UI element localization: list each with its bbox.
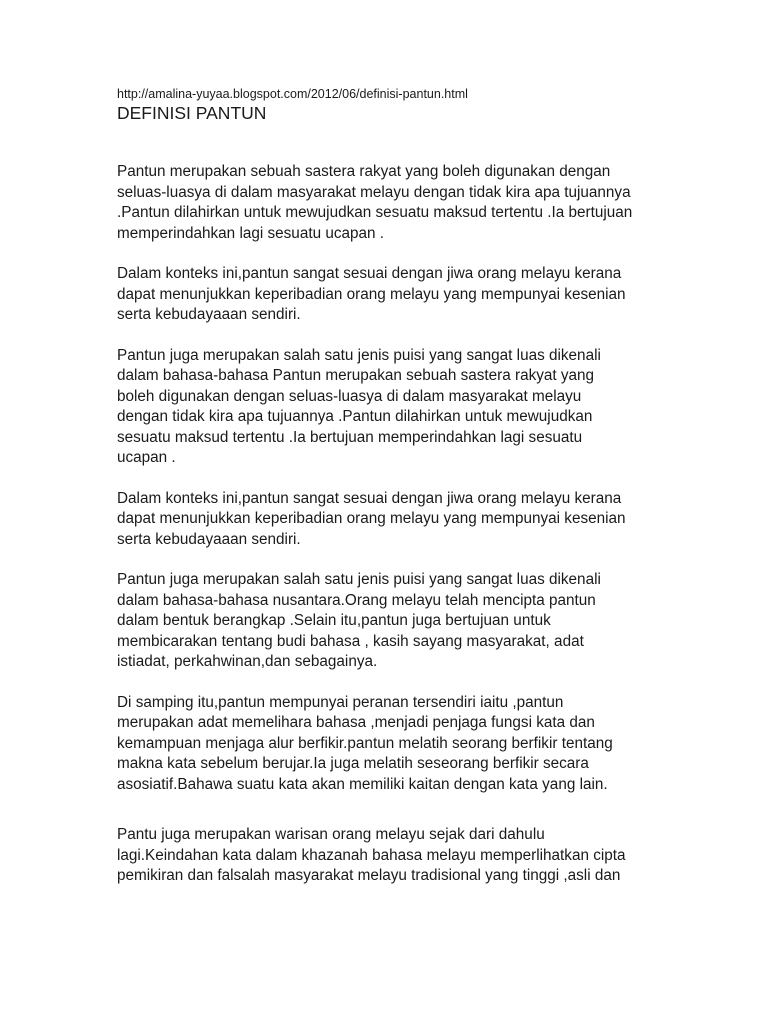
document-page — [117, 86, 657, 887]
document-title: DEFINISI PANTUN — [117, 103, 267, 123]
paragraph-spacer — [117, 795, 657, 825]
paragraph-3: Pantun juga merupakan salah satu jenis puisi yang sangat luas dikenali dalam bahasa-bahasa Pantun merupakan sebuah sastera rakyat yang boleh digunakan dengan seluas-luasya di dalam masyarakat melayu dengan tidak kira apa tujuannya .Pantun dilahirkan untuk mewujudkan sesuatu maksud tertentu .Ia bertujuan memperindahkan lagi sesuatu ucapan . — [117, 346, 601, 466]
paragraph-spacer — [117, 550, 657, 570]
paragraph-6: Di samping itu,pantun mempunyai peranan tersendiri iaitu ,pantun merupakan adat memelihara bahasa ,menjadi penjaga fungsi kata dan kemampuan menjaga alur berfikir.pantun melatih seorang berfikir tentang makna kata sebelum berujar.Ia juga melatih seseorang berfikir secara asosiatif.Bahawa suatu kata akan memiliki kaitan dengan kata yang lain. — [117, 693, 613, 793]
paragraph-1: Pantun merupakan sebuah sastera rakyat yang boleh digunakan dengan seluas-luasya di dalam masyarakat melayu dengan tidak kira apa tujuannya .Pantun dilahirkan untuk mewujudkan sesuatu maksud tertentu .Ia bertujuan memperindahkan lagi sesuatu ucapan . — [117, 163, 633, 242]
paragraph-4: Dalam konteks ini,pantun sangat sesuai dengan jiwa orang melayu kerana dapat menunjukkan keperibadian orang melayu yang mempunyai kesenian serta kebudayaaan sendiri. — [117, 489, 626, 548]
paragraph-spacer — [117, 326, 657, 346]
paragraph-2: Dalam konteks ini,pantun sangat sesuai dengan jiwa orang melayu kerana dapat menunjukkan keperibadian orang melayu yang mempunyai kesenian serta kebudayaaan sendiri. — [117, 265, 626, 323]
paragraph-spacer — [117, 469, 657, 489]
paragraph-spacer — [117, 244, 657, 264]
source-url: http://amalina-yuyaa.blogspot.com/2012/06/definisi-pantun.html — [117, 87, 468, 101]
paragraph-spacer — [117, 673, 657, 693]
paragraph-7: Pantu juga merupakan warisan orang melayu sejak dari dahulu lagi.Keindahan kata dalam khazanah bahasa melayu memperlihatkan cipta pemikiran dan falsalah masyarakat melayu tradisional yang tinggi ,asli dan — [117, 826, 626, 884]
paragraph-5: Pantun juga merupakan salah satu jenis puisi yang sangat luas dikenali dalam bahasa-bahasa nusantara.Orang melayu telah mencipta pantun dalam bentuk berangkap .Selain itu,pantun juga bertujuan untuk membicarakan tentang budi bahasa , kasih sayang masyarakat, adat istiadat, perkahwinan,dan sebagainya. — [117, 571, 601, 670]
